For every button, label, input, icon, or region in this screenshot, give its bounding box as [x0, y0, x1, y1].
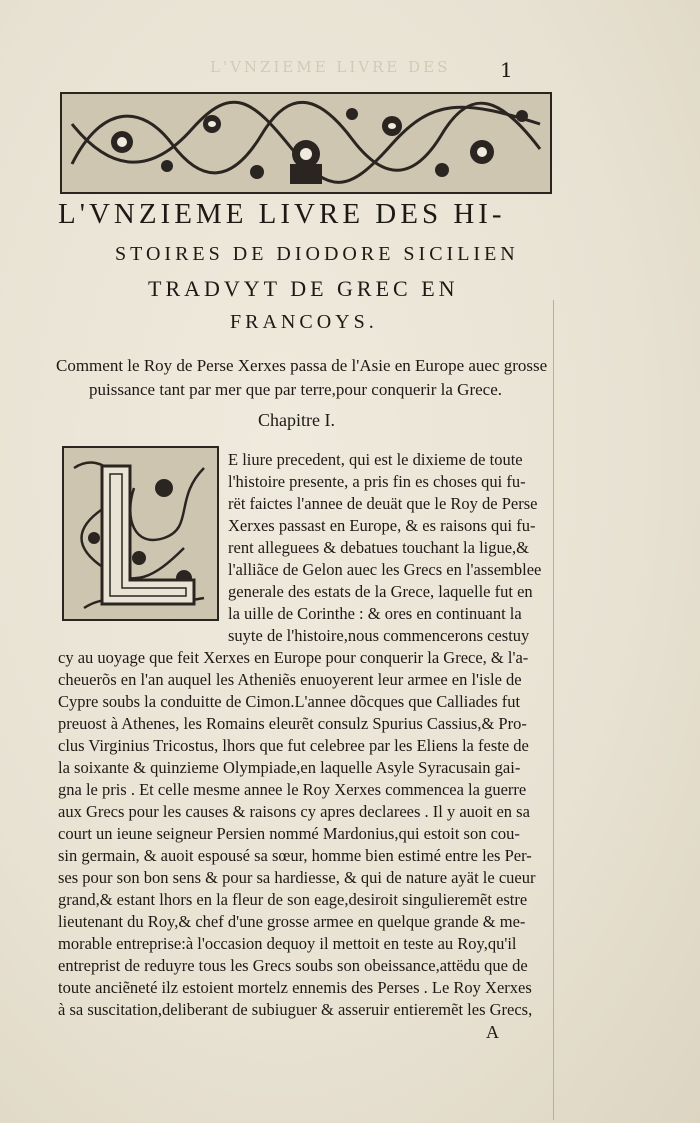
title-line-4: FRANCOYS.	[230, 311, 378, 333]
text-line: cheuerõs en l'an auquel les Atheniẽs enuoyerent leur armee en l'isle de	[58, 670, 522, 689]
text-line: la soixante & quinzieme Olympiade,en laquelle Asyle Syracusain gai-	[58, 758, 521, 777]
text-line: aux Grecs pour les causes & raisons cy apres declarees . Il y auoit en sa	[58, 802, 530, 821]
catchword: A	[486, 1022, 499, 1042]
summary-line-2: puissance tant par mer que par terre,pour conquerir la Grece.	[89, 380, 502, 399]
text-line: cy au uoyage que feit Xerxes en Europe pour conquerir la Grece, & l'a-	[58, 648, 529, 667]
text-line: Xerxes passast en Europe, & es raisons qui fu-	[228, 516, 536, 535]
text-line: E liure precedent, qui est le dixieme de toute	[228, 450, 523, 469]
chapter-heading: Chapitre I.	[258, 410, 335, 430]
page-edge-line	[553, 300, 554, 1120]
text-line: Cypre soubs la conduitte de Cimon.L'annee dõcques que Calliades fut	[58, 692, 521, 711]
headpiece-ornament-icon	[62, 94, 550, 192]
title-line-1: L'VNZIEME LIVRE DES HI-	[58, 198, 506, 230]
title-line-2: STOIRES DE DIODORE SICILIEN	[115, 243, 519, 265]
text-line: ses pour son bon sens & pour sa hardiesse, & qui de nature ayät le cueur	[58, 868, 536, 887]
text-line: grand,& estant lhors en la fleur de son eage,desiroit singulieremẽt estre	[58, 890, 528, 909]
text-line: preuost à Athenes, les Romains eleurẽt consulz Spurius Cassius,& Pro-	[58, 714, 527, 733]
text-line: generale des estats de la Grece, laquelle fut en	[228, 582, 533, 601]
text-line: lieutenant du Roy,& chef d'une grosse armee en quelque grande & me-	[58, 912, 526, 931]
folio-number: 1	[500, 58, 513, 82]
decorated-initial	[62, 446, 219, 621]
text-line: l'alliãce de Gelon auec les Grecs en l'assemblee	[228, 560, 542, 579]
ornamental-headpiece	[60, 92, 552, 194]
text-line: suyte de l'histoire,nous commencerons cestuy	[228, 626, 530, 645]
text-line: gna le pris . Et celle mesme annee le Roy Xerxes commencea la guerre	[58, 780, 527, 799]
text-line: entreprist de reduyre tous les Grecs soubs son obeissance,attëdu que de	[58, 956, 528, 975]
text-line: rent alleguees & debatues touchant la ligue,&	[228, 538, 530, 557]
summary-line-1: Comment le Roy de Perse Xerxes passa de l'Asie en Europe auec grosse	[56, 356, 548, 375]
text-line: l'histoire presente, a pris fin es choses qui fu-	[228, 472, 526, 491]
bleed-through-text: L'VNZIEME LIVRE DES	[210, 58, 451, 76]
text-line: rët faictes l'annee de deuät que le Roy de Perse	[228, 494, 538, 513]
text-line: toute anciẽneté ilz estoient mortelz ennemis des Perses . Le Roy Xerxes	[58, 978, 532, 997]
text-line: à sa suscitation,deliberant de subiuguer & asseruir entieremẽt les Grecs,	[58, 1000, 533, 1019]
text-line: la uille de Corinthe : & ores en continuant la	[228, 604, 522, 623]
text-line: morable entreprise:à l'occasion dequoy il mettoit en teste au Roy,qu'il	[58, 934, 517, 953]
text-line: sin germain, & auoit espousé sa sœur, homme bien estimé entre les Per-	[58, 846, 532, 865]
text-line: clus Virginius Tricostus, lhors que fut celebree par les Eliens la feste de	[58, 736, 529, 755]
title-line-3: TRADVYT DE GREC EN	[148, 276, 459, 301]
text-line: court un ieune seigneur Persien nommé Mardonius,qui estoit son cou-	[58, 824, 520, 843]
decorated-initial-L-icon	[64, 448, 217, 619]
